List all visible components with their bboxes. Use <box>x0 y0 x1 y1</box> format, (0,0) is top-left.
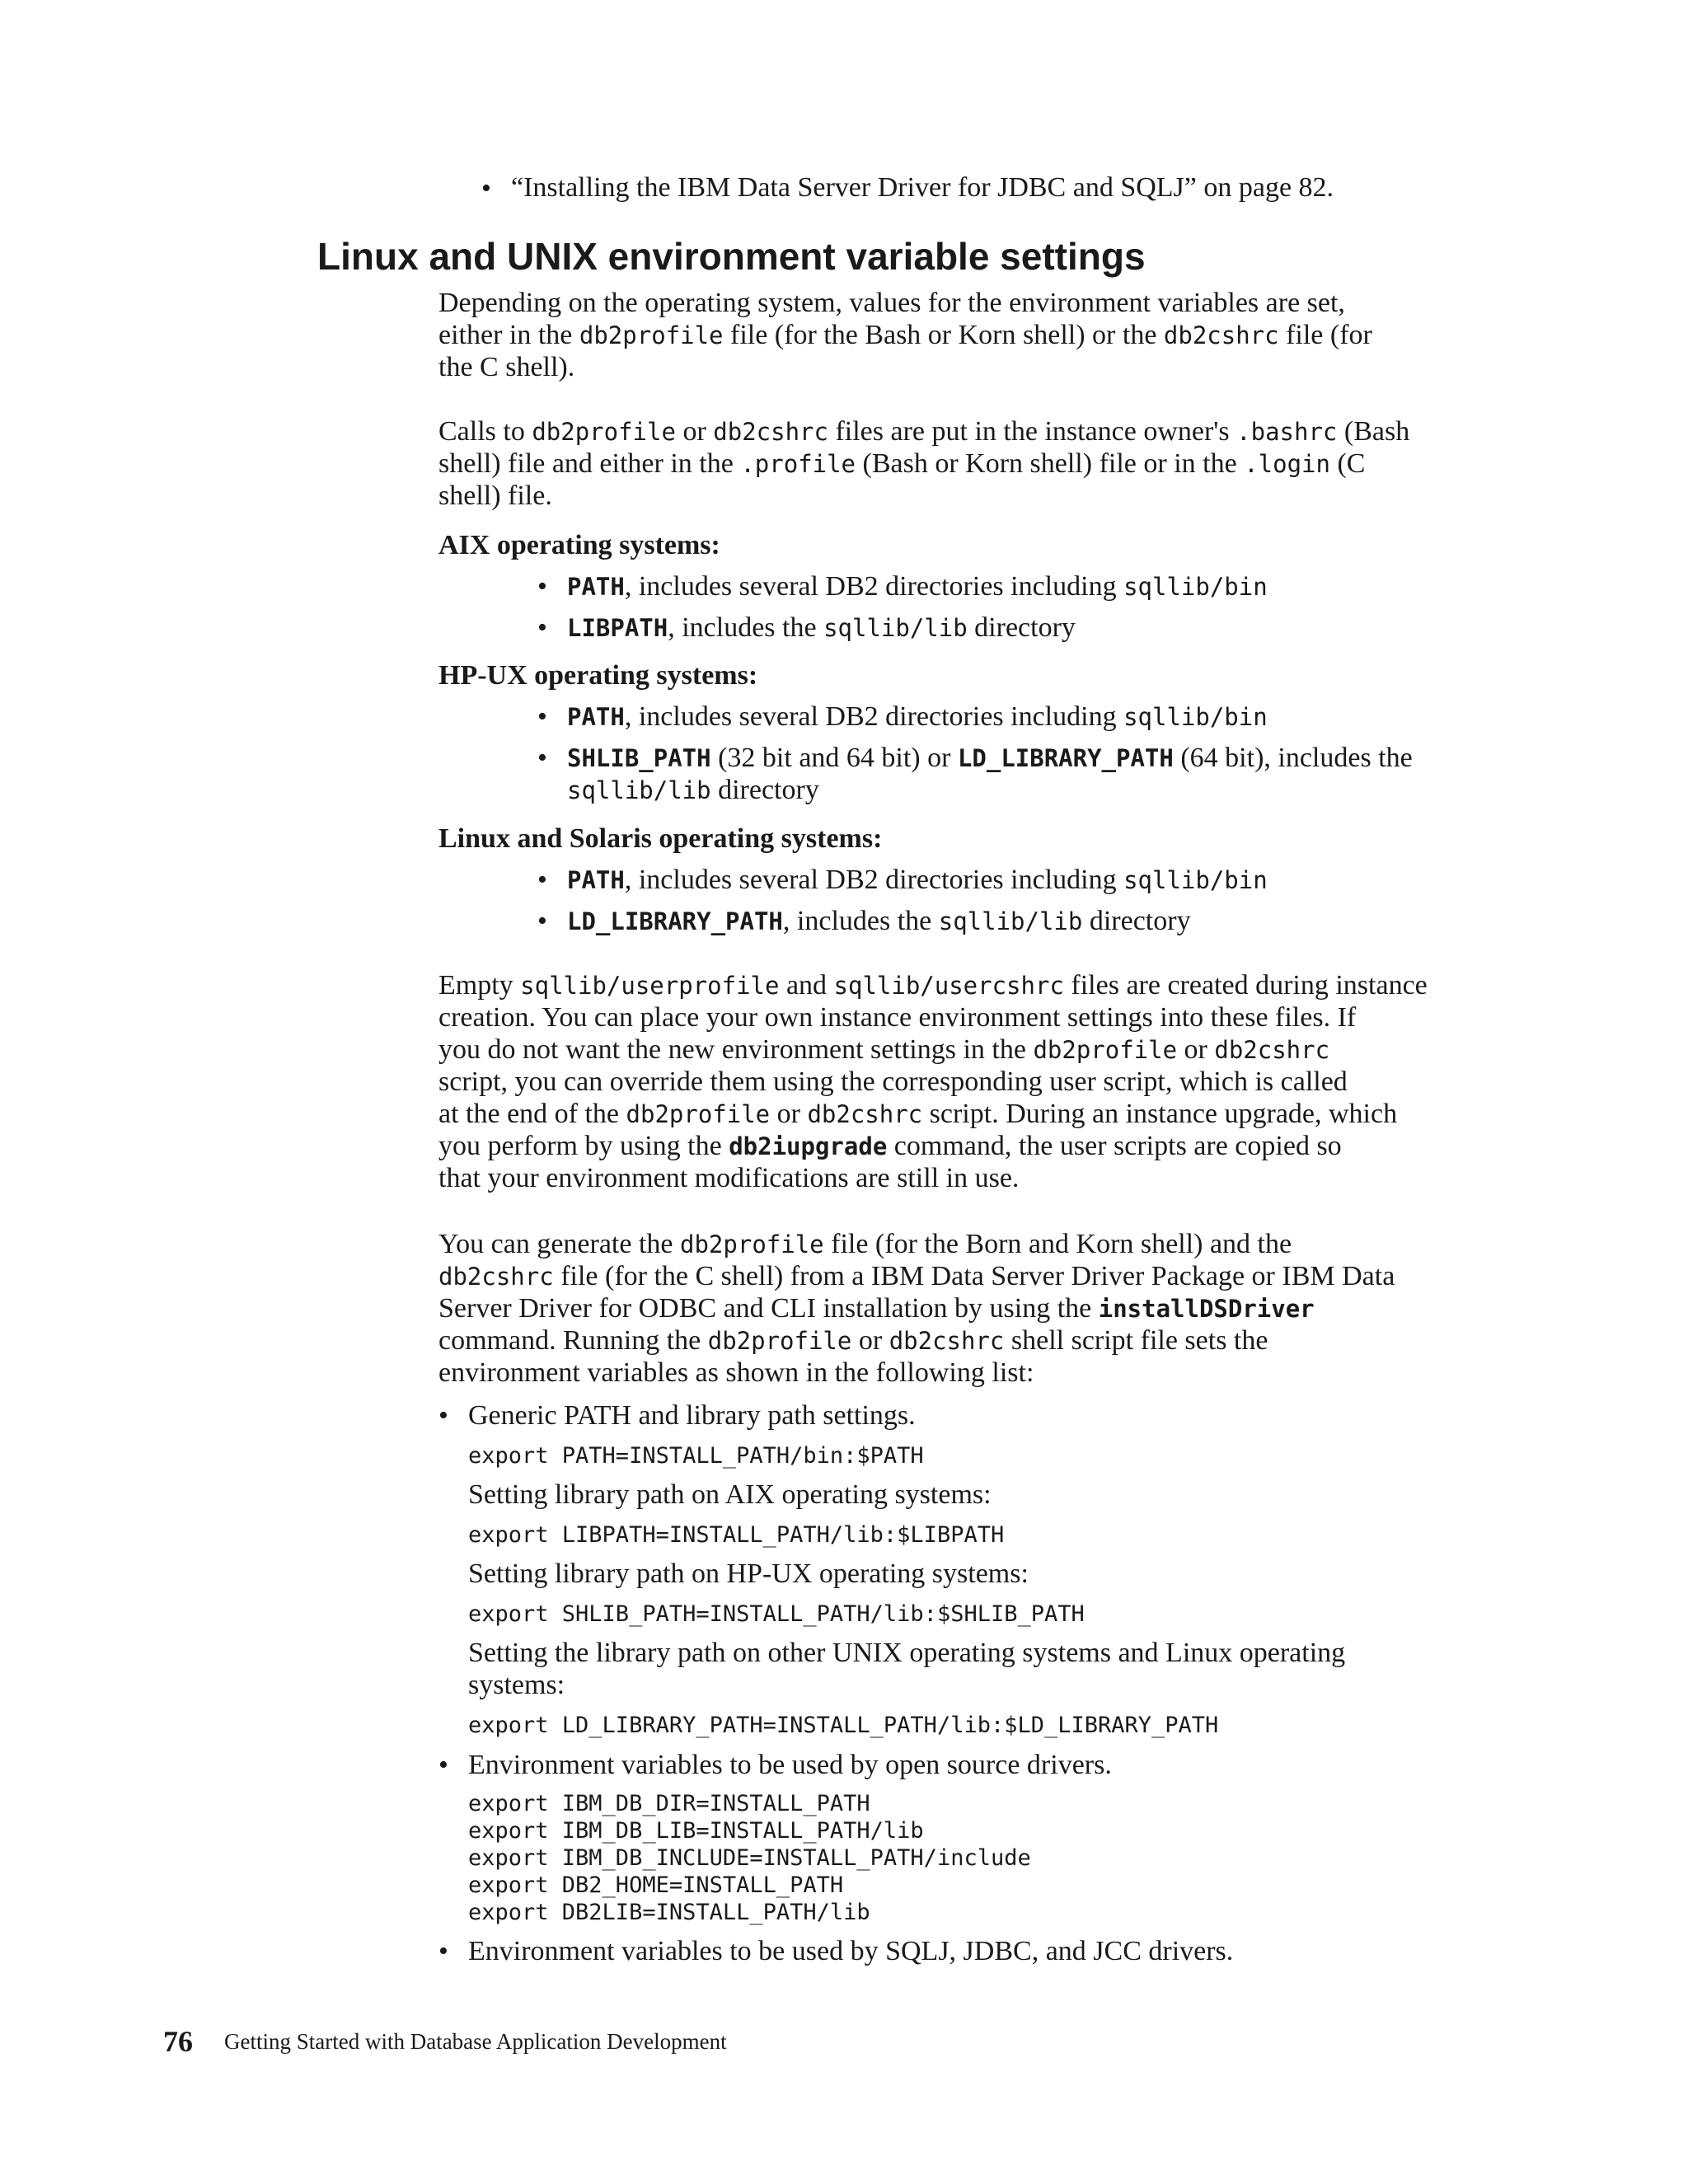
code-libpath: export LIBPATH=INSTALL_PATH/lib:$LIBPATH <box>468 1522 1005 1548</box>
text-line: command. Running the db2profile or db2cshrc shell script file sets the <box>438 1325 1268 1356</box>
footer-book-title: Getting Started with Database Application Development <box>224 2029 727 2054</box>
aix-label: Setting library path on AIX operating systems: <box>468 1479 992 1510</box>
text-line: shell) file. <box>438 480 552 511</box>
text-line: Depending on the operating system, values for the environment variables are set, <box>438 288 1345 318</box>
text-line: Calls to db2profile or db2cshrc files are put in the instance owner's .bashrc (Bash <box>438 416 1410 447</box>
bullet-marker: • <box>537 743 547 773</box>
text-line: you perform by using the db2iupgrade command, the user scripts are copied so <box>438 1131 1342 1161</box>
text-line: script, you can override them using the corresponding user script, which is called <box>438 1066 1348 1097</box>
list-item-generic: Generic PATH and library path settings. <box>468 1400 916 1431</box>
page-number: 76 <box>163 2025 193 2058</box>
text-line: environment variables as shown in the following list: <box>438 1357 1034 1388</box>
aix-title: AIX operating systems: <box>438 530 720 560</box>
related-link[interactable]: “Installing the IBM Data Server Driver for JDBC and SQLJ” on page 82. <box>511 172 1334 203</box>
list-item-open-source: Environment variables to be used by open source drivers. <box>468 1750 1112 1780</box>
bullet-marker: • <box>438 1936 448 1966</box>
code-ldlib: export LD_LIBRARY_PATH=INSTALL_PATH/lib:$LD_LIBRARY_PATH <box>468 1713 1219 1738</box>
text-line: at the end of the db2profile or db2cshrc script. During an instance upgrade, which <box>438 1099 1398 1129</box>
other-label: Setting the library path on other UNIX operating systems and Linux operating <box>468 1638 1346 1668</box>
code-shlib: export SHLIB_PATH=INSTALL_PATH/lib:$SHLIB_PATH <box>468 1601 1085 1627</box>
hpux-item-shlib: SHLIB_PATH (32 bit and 64 bit) or LD_LIBRARY_PATH (64 bit), includes the <box>567 743 1413 773</box>
text-line: you do not want the new environment settings in the db2profile or db2cshrc <box>438 1034 1330 1065</box>
text-line: Empty sqllib/userprofile and sqllib/usercshrc files are created during instance <box>438 970 1428 1001</box>
bullet-marker: • <box>481 173 491 204</box>
hpux-label: Setting library path on HP-UX operating systems: <box>468 1558 1029 1589</box>
text-line: Server Driver for ODBC and CLI installation by using the installDSDriver <box>438 1293 1315 1324</box>
other-label-cont: systems: <box>468 1670 565 1700</box>
bullet-marker: • <box>438 1750 448 1780</box>
aix-item-path: PATH, includes several DB2 directories including sqllib/bin <box>567 571 1268 602</box>
linux-item-path: PATH, includes several DB2 directories including sqllib/bin <box>567 865 1268 895</box>
list-item-jcc: Environment variables to be used by SQLJ, JDBC, and JCC drivers. <box>468 1936 1234 1966</box>
bullet-marker: • <box>537 865 547 895</box>
text-line: creation. You can place your own instance environment settings into these files. If <box>438 1002 1357 1033</box>
linux-item-ldlib: LD_LIBRARY_PATH, includes the sqllib/lib directory <box>567 906 1191 936</box>
text-line: shell) file and either in the .profile (Bash or Korn shell) file or in the .login (C <box>438 448 1366 479</box>
text-line: either in the db2profile file (for the Bash or Korn shell) or the db2cshrc file (for <box>438 320 1372 350</box>
code-path: export PATH=INSTALL_PATH/bin:$PATH <box>468 1443 924 1469</box>
text-line: that your environment modifications are still in use. <box>438 1163 1020 1193</box>
code-open-source: export IBM_DB_DIR=INSTALL_PATH export IBM_DB_LIB=INSTALL_PATH/lib export IBM_DB_INCLUDE=INSTALL_PATH/include export DB2_HOME=INSTALL_PATH export DB2LIB=INSTALL_PATH/lib <box>468 1791 1031 1925</box>
hpux-item-shlib-cont: sqllib/lib directory <box>567 775 819 805</box>
text-line: You can generate the db2profile file (for the Born and Korn shell) and the <box>438 1229 1292 1259</box>
bullet-marker: • <box>537 571 547 602</box>
bullet-marker: • <box>438 1400 448 1431</box>
bullet-marker: • <box>537 906 547 936</box>
text-line: the C shell). <box>438 352 575 382</box>
bullet-marker: • <box>537 612 547 643</box>
hpux-item-path: PATH, includes several DB2 directories including sqllib/bin <box>567 701 1268 732</box>
text-line: db2cshrc file (for the C shell) from a IBM Data Server Driver Package or IBM Data <box>438 1261 1395 1291</box>
section-heading: Linux and UNIX environment variable settings <box>317 235 1146 278</box>
linux-title: Linux and Solaris operating systems: <box>438 823 883 854</box>
hpux-title: HP-UX operating systems: <box>438 660 758 691</box>
aix-item-libpath: LIBPATH, includes the sqllib/lib directory <box>567 612 1076 643</box>
bullet-marker: • <box>537 701 547 732</box>
